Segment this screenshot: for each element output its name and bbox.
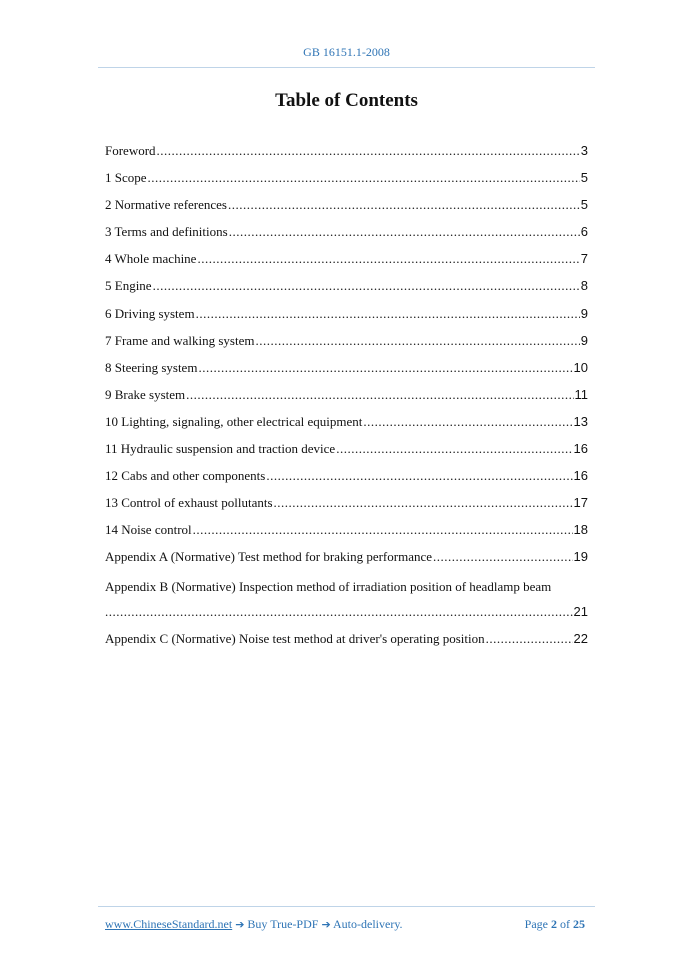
toc-entry-brake-system[interactable] [105, 387, 588, 414]
toc-entry-hydraulic-suspension[interactable] [105, 441, 588, 468]
toc-entry-noise-control[interactable] [105, 522, 588, 549]
table-of-contents [105, 143, 588, 658]
site-link[interactable]: www.ChineseStandard.net [105, 917, 233, 931]
dot-leader [486, 631, 573, 647]
toc-entry-page: 16 [573, 441, 588, 457]
toc-entry-continuation [105, 604, 588, 631]
arrow-right-icon: ➔ [321, 918, 331, 931]
toc-entry-page: 7 [580, 251, 588, 267]
toc-entry-label: Appendix C (Normative) Noise test method at driver's operating position [105, 630, 485, 646]
toc-entry-label: 11 Hydraulic suspension and traction device [105, 441, 336, 457]
dot-leader [197, 251, 579, 267]
toc-entry-page: 5 [580, 197, 588, 213]
dot-leader [228, 197, 580, 213]
toc-entry-label: 4 Whole machine [105, 251, 197, 267]
toc-entry-label: 8 Steering system [105, 359, 198, 375]
dot-leader [148, 170, 580, 186]
page-current: 2 [551, 917, 557, 931]
toc-entry-page: 21 [573, 603, 588, 619]
toc-entry-page: 3 [580, 143, 588, 158]
toc-entry-appendix-c[interactable] [105, 631, 588, 658]
toc-entry-engine[interactable] [105, 278, 588, 305]
page-title: Table of Contents [275, 90, 418, 111]
running-header: GB 16151.1-2008 [303, 45, 390, 59]
toc-entry-foreword[interactable] [105, 143, 588, 170]
arrow-right-icon: ➔ [235, 918, 245, 931]
toc-entry-label: 6 Driving system [105, 305, 195, 321]
toc-entry-page: 6 [580, 224, 588, 240]
footer-left [105, 917, 403, 932]
toc-entry-page: 18 [573, 522, 588, 538]
toc-entry-label: 7 Frame and walking system [105, 332, 255, 348]
toc-entry-page: 13 [573, 413, 588, 429]
toc-entry-appendix-b[interactable] [105, 577, 588, 631]
dot-leader [198, 360, 572, 376]
dot-leader [255, 333, 579, 349]
toc-entry-page: 9 [580, 305, 588, 321]
toc-entry-frame-walking[interactable] [105, 333, 588, 360]
toc-entry-steering-system[interactable] [105, 360, 588, 387]
dot-leader [186, 387, 573, 403]
toc-entry-normative-references[interactable] [105, 197, 588, 224]
dot-leader [336, 441, 572, 457]
toc-entry-label: 13 Control of exhaust pollutants [105, 495, 273, 511]
toc-entry-page: 9 [580, 332, 588, 348]
toc-entry-label: 1 Scope [105, 170, 147, 186]
header-divider [98, 67, 595, 68]
dot-leader [153, 278, 580, 294]
toc-entry-lighting[interactable] [105, 414, 588, 441]
dot-leader [229, 224, 580, 240]
toc-entry-page: 5 [580, 170, 588, 186]
dot-leader [196, 306, 580, 322]
dot-leader [266, 468, 572, 484]
toc-entry-label: 12 Cabs and other components [105, 468, 266, 484]
toc-entry-page: 11 [574, 386, 588, 402]
toc-entry-page: 16 [573, 468, 588, 484]
toc-entry-appendix-a[interactable] [105, 549, 588, 576]
toc-entry-label: Appendix B (Normative) Inspection method of irradiation position of headlamp beam [105, 578, 552, 594]
toc-entry-label: Appendix A (Normative) Test method for braking performance [105, 549, 433, 565]
toc-entry-label: 2 Normative references [105, 197, 227, 213]
toc-entry-page: 19 [573, 549, 588, 565]
of-word: of [560, 917, 570, 931]
toc-entry-label: 9 Brake system [105, 386, 186, 402]
toc-entry-page: 8 [580, 278, 588, 294]
toc-entry-page: 10 [573, 359, 588, 375]
toc-entry-whole-machine[interactable] [105, 251, 588, 278]
toc-entry-cabs[interactable] [105, 468, 588, 495]
toc-entry-label: 3 Terms and definitions [105, 224, 228, 240]
toc-entry-scope[interactable] [105, 170, 588, 197]
dot-leader [274, 495, 573, 511]
toc-entry-label: 5 Engine [105, 278, 152, 294]
delivery-text: Auto-delivery. [333, 917, 403, 931]
toc-entry-label: 14 Noise control [105, 522, 192, 538]
toc-entry-terms-definitions[interactable] [105, 224, 588, 251]
page-total: 25 [573, 917, 585, 931]
dot-leader [193, 522, 573, 538]
page-counter [525, 917, 585, 932]
toc-entry-label: 10 Lighting, signaling, other electrical equipment [105, 413, 363, 429]
dot-leader [157, 143, 580, 159]
dot-leader [105, 604, 573, 620]
page-footer [105, 917, 585, 932]
toc-entry-driving-system[interactable] [105, 306, 588, 333]
toc-entry-label: Foreword [105, 143, 156, 158]
footer-divider [98, 906, 595, 907]
toc-entry-page: 17 [573, 495, 588, 511]
toc-entry-page: 22 [573, 630, 588, 646]
dot-leader [433, 549, 573, 565]
buy-link[interactable]: Buy True-PDF [247, 917, 319, 931]
dot-leader [363, 414, 572, 430]
page-word: Page [524, 917, 548, 931]
toc-entry-exhaust-pollutants[interactable] [105, 495, 588, 522]
